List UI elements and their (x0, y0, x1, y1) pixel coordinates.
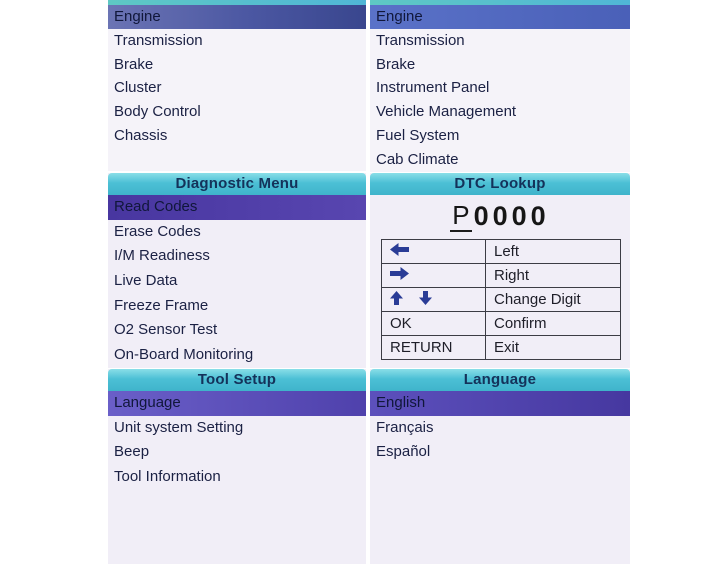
menu-item-transmission[interactable]: Transmission (114, 31, 203, 49)
table-row (382, 264, 621, 288)
menu-item-engine[interactable]: Engine (370, 5, 630, 29)
menu-item-on-board-monitoring[interactable]: On-Board Monitoring (114, 346, 254, 364)
menu-item-espanol[interactable]: Español (376, 443, 431, 461)
dtc-lookup-title: DTC Lookup (370, 173, 630, 195)
menu-item-chassis[interactable]: Chassis (114, 126, 168, 144)
key-label-return: RETURN (382, 336, 486, 360)
menu-item-unit-system-setting[interactable]: Unit system Setting (114, 418, 244, 436)
key-action-label: Right (486, 264, 621, 288)
menu-item-brake[interactable]: Brake (114, 55, 154, 73)
menu-item-read-codes[interactable]: Read Codes (108, 195, 366, 220)
dtc-lookup-screen (370, 173, 630, 368)
dtc-code-digits: 0000 (473, 200, 550, 231)
table-row (382, 336, 621, 360)
vehicle-system-menu-left (108, 0, 366, 171)
table-row (382, 240, 621, 264)
menu-item-francais[interactable]: Français (376, 418, 434, 436)
menu-item-english[interactable]: English (370, 391, 630, 416)
menu-item-engine[interactable]: Engine (108, 5, 366, 29)
key-action-label: Confirm (486, 312, 621, 336)
menu-item-transmission[interactable]: Transmission (376, 31, 465, 49)
down-arrow-icon (419, 291, 432, 309)
dtc-code-display[interactable] (370, 195, 630, 237)
menu-item-tool-information[interactable]: Tool Information (114, 468, 221, 486)
menu-item-brake[interactable]: Brake (376, 55, 416, 73)
language-select-screen (370, 369, 630, 564)
diagnostic-menu-screen (108, 173, 366, 368)
menu-item-cluster[interactable]: Cluster (114, 79, 162, 97)
vehicle-system-menu-right (370, 0, 630, 172)
menu-item-beep[interactable]: Beep (114, 443, 150, 461)
tool-setup-title: Tool Setup (108, 369, 366, 391)
key-action-label: Change Digit (486, 288, 621, 312)
up-arrow-icon (390, 291, 403, 309)
menu-item-cab-climate[interactable]: Cab Climate (376, 150, 459, 168)
diagnostic-menu-title: Diagnostic Menu (108, 173, 366, 195)
table-row (382, 288, 621, 312)
key-label-ok: OK (382, 312, 486, 336)
tool-setup-screen (108, 369, 366, 564)
key-action-label: Exit (486, 336, 621, 360)
menu-item-fuel-system[interactable]: Fuel System (376, 126, 460, 144)
menu-item-instrument-panel[interactable]: Instrument Panel (376, 79, 490, 97)
key-action-label: Left (486, 240, 621, 264)
table-row (382, 312, 621, 336)
menu-item-o2-sensor-test[interactable]: O2 Sensor Test (114, 321, 218, 339)
menu-item-language[interactable]: Language (108, 391, 366, 416)
dtc-code-prefix-cursor[interactable]: P (452, 200, 470, 230)
menu-item-live-data[interactable]: Live Data (114, 272, 178, 290)
menu-item-erase-codes[interactable]: Erase Codes (114, 222, 201, 240)
left-arrow-icon (390, 243, 409, 260)
language-title: Language (370, 369, 630, 391)
menu-item-freeze-frame[interactable]: Freeze Frame (114, 296, 209, 314)
right-arrow-icon (390, 267, 409, 284)
menu-item-body-control[interactable]: Body Control (114, 103, 201, 121)
menu-item-im-readiness[interactable]: I/M Readiness (114, 247, 210, 265)
menu-item-vehicle-management[interactable]: Vehicle Management (376, 103, 517, 121)
key-legend-table (381, 239, 621, 360)
